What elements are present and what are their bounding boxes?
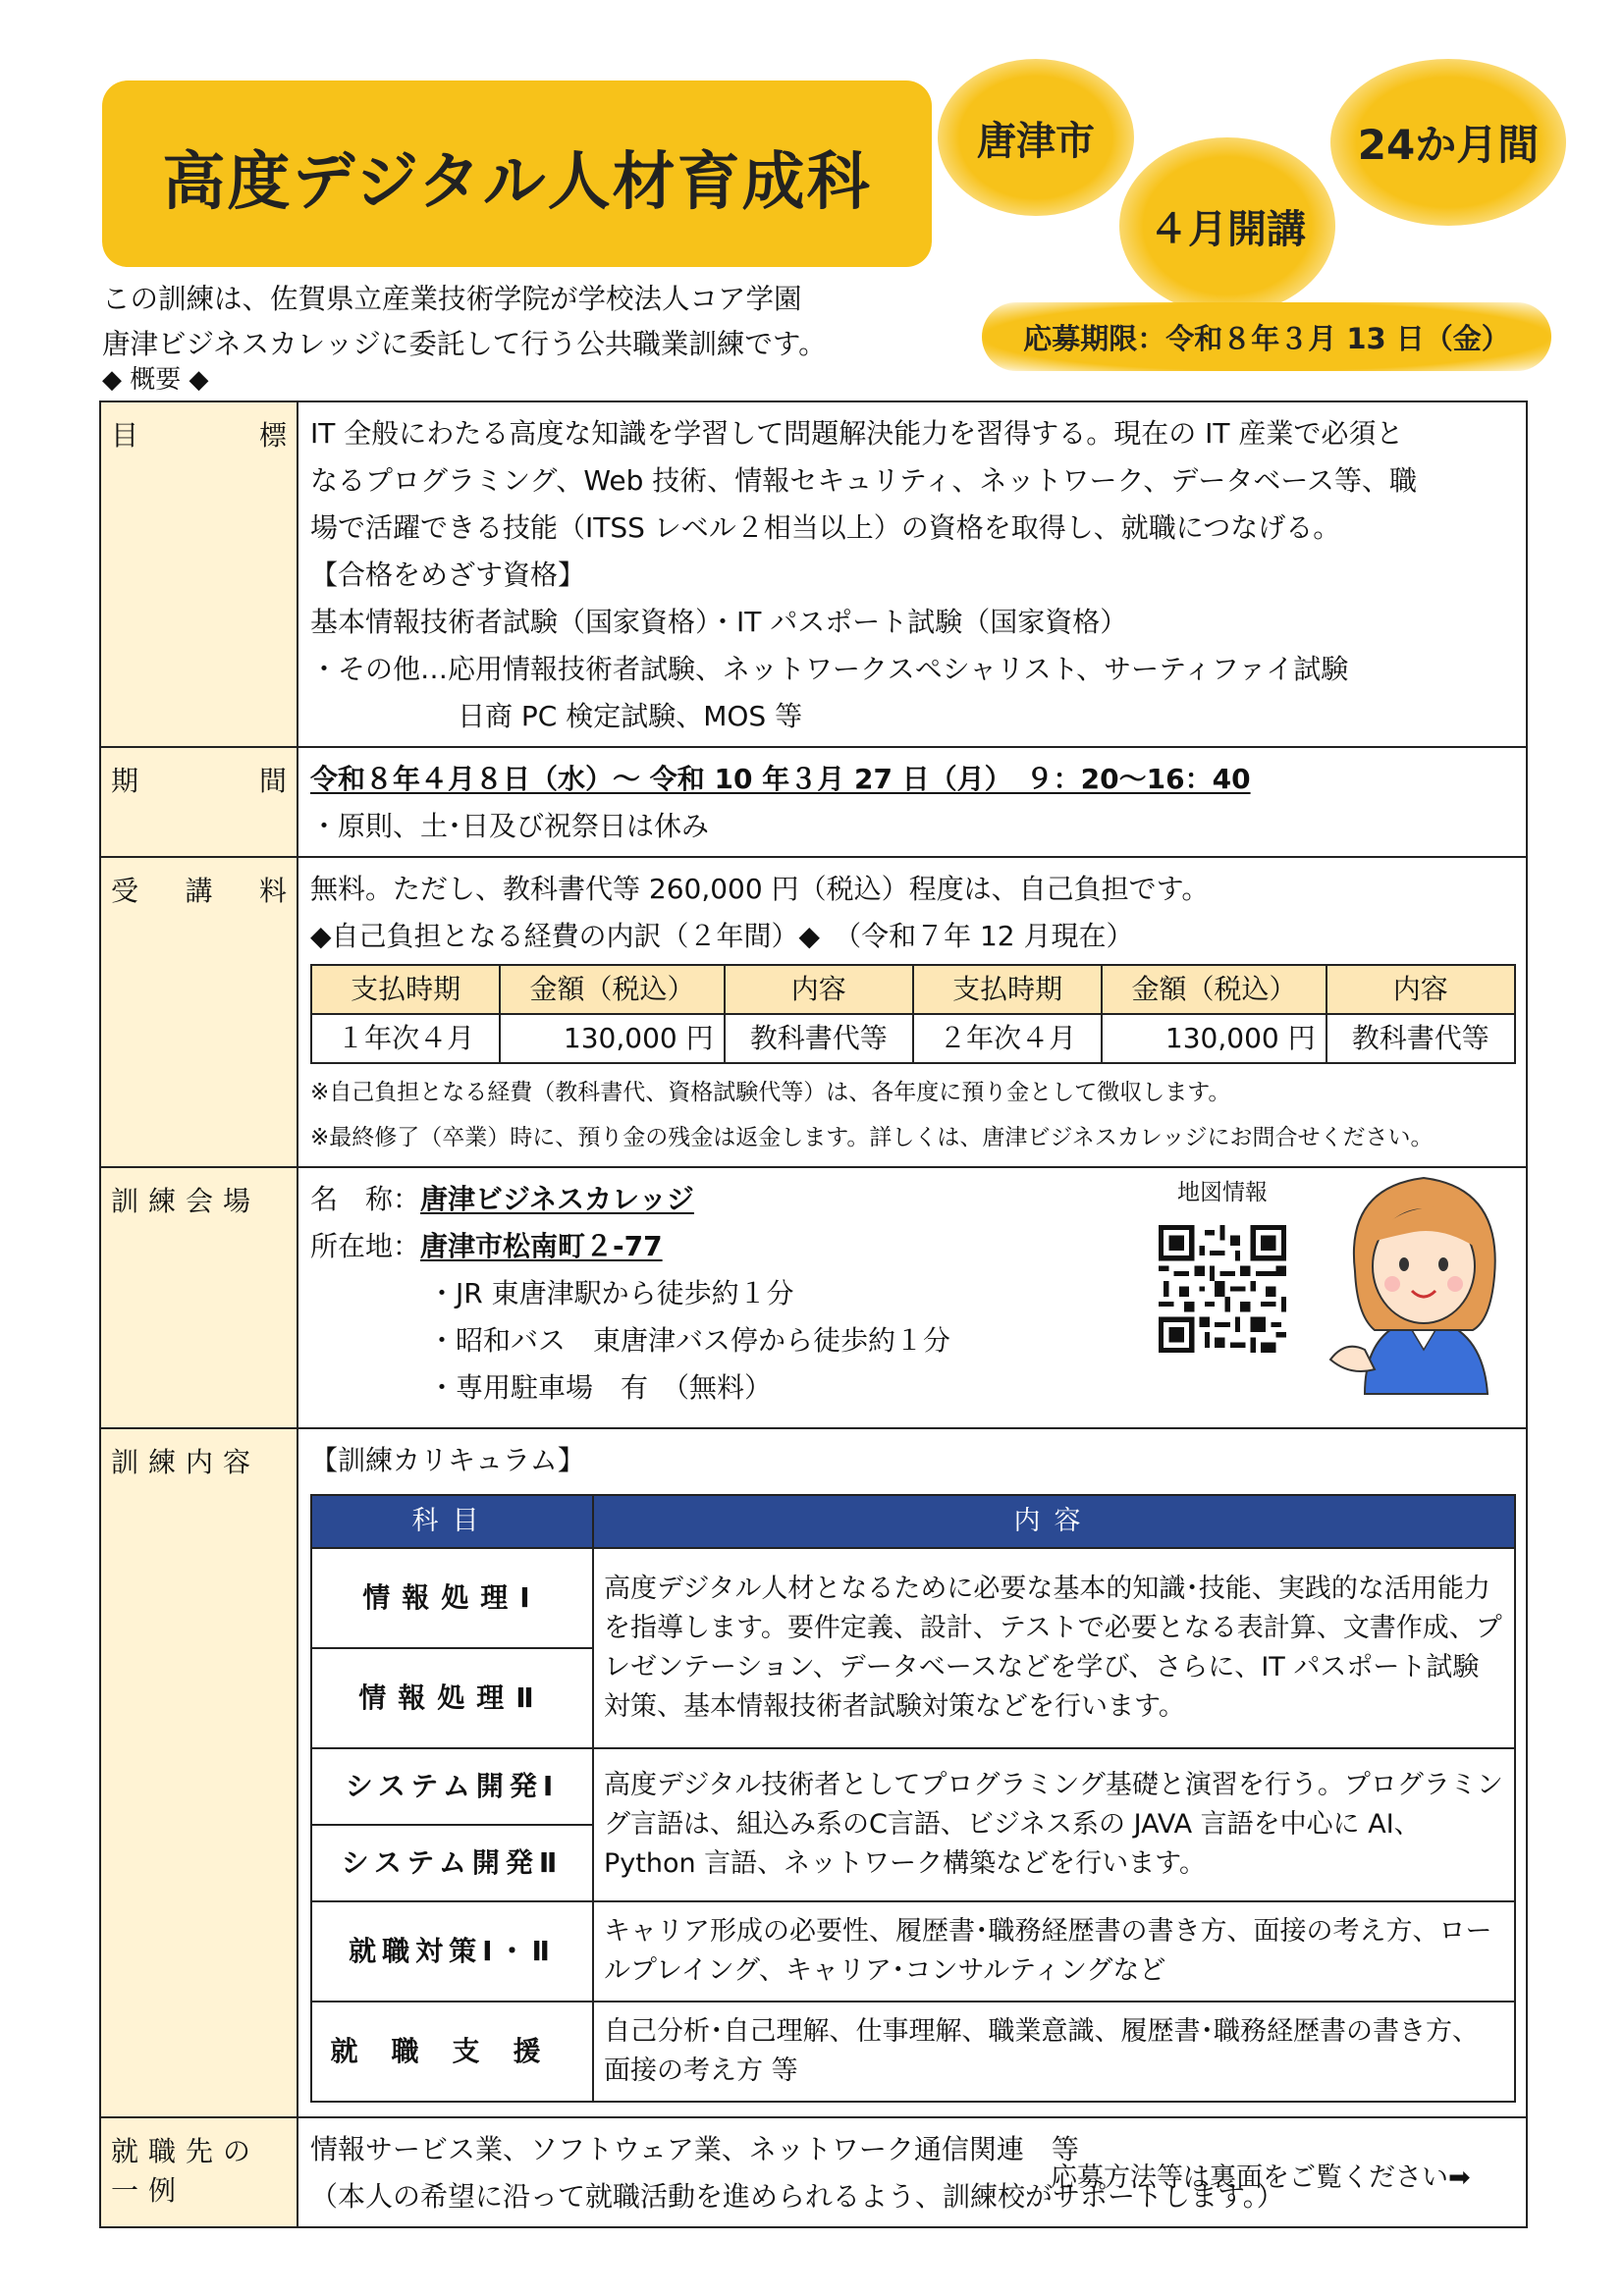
fee-cell: 教科書代等	[1326, 1014, 1515, 1063]
venue-name: 唐津ビジネスカレッジ	[420, 1183, 694, 1215]
curriculum-row	[100, 1428, 1527, 2117]
period-label-a: 期	[111, 765, 139, 797]
fee-cell: 130,000 円	[1102, 1014, 1326, 1063]
period-label-b: 間	[258, 765, 287, 797]
fee-header-cell: 金額（税込）	[500, 965, 724, 1014]
fee-cell: 教科書代等	[725, 1014, 913, 1063]
content-sys-dev: 高度デジタル技術者としてプログラミング基礎と演習を行う。プログラミング言語は、組込み系のC言語、ビジネス系の JAVA 言語を中心に AI、Python 言語、ネットワーク構築などを行います。	[593, 1748, 1515, 1901]
footer-text: 応募方法等は裏面をご覧ください	[1051, 2163, 1448, 2193]
subject-job-support: 就職支援	[311, 2002, 593, 2102]
curriculum-content	[298, 1428, 1527, 2117]
venue-name-label: 名 称：	[310, 1183, 421, 1215]
duration-badge: 24か月間	[1330, 59, 1566, 226]
map-qr-code[interactable]	[1159, 1225, 1286, 1353]
venue-label-text: 訓練会場	[111, 1185, 261, 1217]
employment-line-2: （本人の希望に沿って就職活動を進められるよう、訓練校がサポートします。）	[310, 2180, 1284, 2213]
employment-label-line-1: 就職先の	[111, 2135, 261, 2167]
curriculum-label	[100, 1428, 298, 2117]
goal-label-a: 目	[111, 419, 139, 452]
fee-header-cell: 内容	[725, 965, 913, 1014]
period-note: ・原則、土･日及び祝祭日は休み	[310, 810, 710, 842]
employment-label	[100, 2117, 298, 2227]
intro-line-2: 唐津ビジネスカレッジに委託して行う公共職業訓練です。	[102, 328, 827, 360]
content-job-prep: キャリア形成の必要性、履歴書･職務経歴書の書き方、面接の考え方、ロールプレイング、キャリア･コンサルティングなど	[593, 1901, 1515, 2002]
curriculum-heading: 【訓練カリキュラム】	[310, 1444, 585, 1476]
venue-row	[100, 1167, 1527, 1428]
fee-table	[310, 964, 1516, 1064]
fee-cell: ２年次４月	[913, 1014, 1102, 1063]
fee-header-cell: 支払時期	[311, 965, 500, 1014]
qualification-other-2: 日商 PC 検定試験、MOS 等	[458, 700, 803, 732]
fee-header-cell: 金額（税込）	[1102, 965, 1326, 1014]
goal-label	[100, 401, 298, 747]
fee-label-b: 講	[185, 875, 213, 907]
content-job-support: 自己分析･自己理解、仕事理解、職業意識、履歴書･職務経歴書の書き方、面接の考え方 等	[593, 2002, 1515, 2102]
fee-label-c: 料	[258, 875, 287, 907]
fee-row	[100, 857, 1527, 1167]
subject-job-prep: 就職対策Ⅰ・Ⅱ	[311, 1901, 593, 2002]
curriculum-col-subject: 科目	[311, 1495, 593, 1548]
content-info-proc: 高度デジタル人材となるために必要な基本的知識･技能、実践的な活用能力を指導します。要件定義、設計、テストで必要となる表計算、文書作成、プレゼンテーション、データベースなどを学び、さらに、IT パスポート試験対策、基本情報技術者試験対策などを行います。	[593, 1548, 1515, 1748]
subject-info-proc-2: 情報処理Ⅱ	[311, 1648, 593, 1748]
period-dates: 令和８年４月８日（水）～ 令和 10 年３月 27 日（月） ９：20～16：40	[310, 763, 1251, 795]
fee-content	[298, 857, 1527, 1167]
guide-woman-illustration	[1326, 1148, 1522, 1404]
footer-note	[1051, 2156, 1471, 2194]
venue-parking: ・専用駐車場 有 （無料）	[428, 1371, 773, 1404]
venue-access-2: ・昭和バス 東唐津バス停から徒歩約１分	[428, 1324, 951, 1357]
venue-address-label: 所在地：	[310, 1230, 421, 1262]
subject-sys-dev-2: システム開発Ⅱ	[311, 1825, 593, 1901]
goal-line-2: なるプログラミング、Web 技術、情報セキュリティ、ネットワーク、データベース等、職	[310, 464, 1417, 497]
qualification-main: 基本情報技術者試験（国家資格）・IT パスポート試験（国家資格）	[310, 606, 1128, 638]
map-info-label: 地図情報	[1177, 1180, 1268, 1205]
fee-cell: １年次４月	[311, 1014, 500, 1063]
fee-header-cell: 内容	[1326, 965, 1515, 1014]
period-label	[100, 747, 298, 857]
curriculum-label-text: 訓練内容	[111, 1446, 261, 1478]
subject-sys-dev-1: システム開発Ⅰ	[311, 1748, 593, 1825]
period-content	[298, 747, 1527, 857]
qualification-heading: 【合格をめざす資格】	[310, 559, 586, 591]
title-banner	[102, 80, 932, 267]
fee-summary: 無料。ただし、教科書代等 260,000 円（税込）程度は、自己負担です。	[310, 873, 1210, 905]
page-title: 高度デジタル人材育成科	[162, 146, 872, 219]
overview-table	[99, 400, 1528, 2228]
fee-note-1: ※自己負担となる経費（教科書代、資格試験代等）は、各年度に預り金として徴収します。	[310, 1080, 1231, 1105]
goal-line-1: IT 全般にわたる高度な知識を学習して問題解決能力を習得する。現在の IT 産業で必須と	[310, 417, 1404, 450]
right-arrow-icon: ➡	[1448, 2163, 1471, 2193]
fee-header-cell: 支払時期	[913, 965, 1102, 1014]
venue-label	[100, 1167, 298, 1428]
intro-line-1: この訓練は、佐賀県立産業技術学院が学校法人コア学園	[102, 283, 802, 315]
employment-line-1: 情報サービス業、ソフトウェア業、ネットワーク通信関連 等	[310, 2133, 1079, 2165]
intro-text	[102, 277, 827, 367]
period-row	[100, 747, 1527, 857]
venue-address: 唐津市松南町２-77	[420, 1230, 663, 1262]
employment-label-line-2: 一例	[111, 2174, 187, 2207]
fee-cell: 130,000 円	[500, 1014, 724, 1063]
goal-label-b: 標	[258, 419, 287, 452]
fee-note-2: ※最終修了（卒業）時に、預り金の残金は返金します。詳しくは、唐津ビジネスカレッジにお問合せください。	[310, 1125, 1434, 1150]
qualification-other-1: ・その他…応用情報技術者試験、ネットワークスペシャリスト、サーティファイ試験	[310, 653, 1349, 685]
fee-label	[100, 857, 298, 1167]
curriculum-table	[310, 1494, 1516, 2103]
start-badge: ４月開講	[1119, 137, 1335, 314]
deadline-badge: 応募期限：令和８年３月 13 日（金）	[982, 302, 1551, 371]
goal-row	[100, 401, 1527, 747]
city-badge: 唐津市	[938, 59, 1134, 216]
goal-content	[298, 401, 1527, 747]
subject-info-proc-1: 情報処理Ⅰ	[311, 1548, 593, 1648]
curriculum-col-content: 内容	[593, 1495, 1515, 1548]
section-title: ◆ 概要 ◆	[102, 365, 209, 395]
venue-access-1: ・JR 東唐津駅から徒歩約１分	[428, 1277, 794, 1309]
fee-breakdown-title: ◆自己負担となる経費の内訳（２年間）◆ （令和７年 12 月現在）	[310, 920, 1134, 952]
goal-line-3: 場で活躍できる技能（ITSS レベル２相当以上）の資格を取得し、就職につなげる。	[310, 511, 1341, 544]
fee-label-a: 受	[111, 875, 139, 907]
